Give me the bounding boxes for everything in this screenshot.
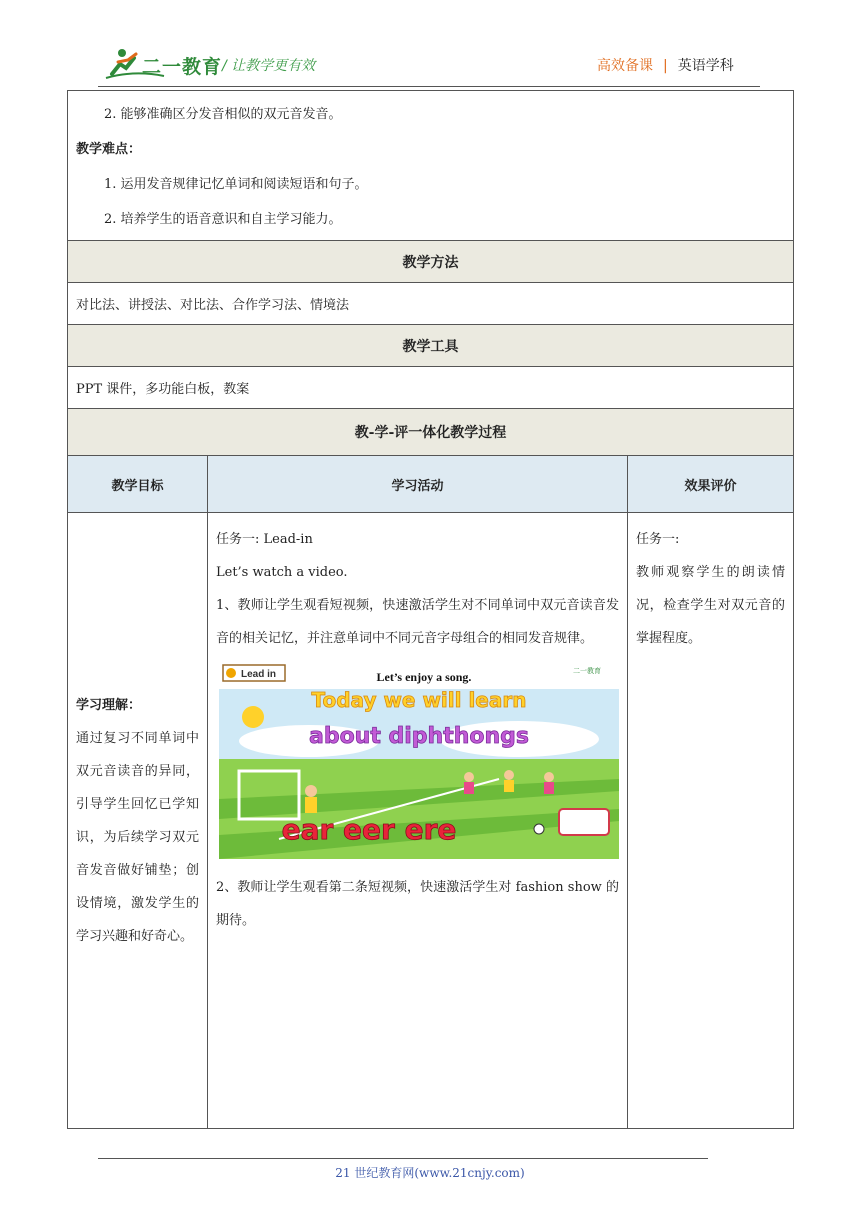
sun-icon bbox=[242, 706, 264, 728]
difficulty-title: 教学难点： bbox=[76, 142, 142, 157]
footer-divider bbox=[98, 1158, 708, 1159]
footer-text: 21 世纪教育网(www.21cnjy.com) bbox=[335, 1166, 525, 1180]
slide-title: Let’s enjoy a song. bbox=[376, 670, 472, 684]
tools-content: PPT 课件，多功能白板，教案 bbox=[68, 367, 794, 409]
objective-line: 2. 能够准确区分发音相似的双元音发音。 bbox=[104, 107, 342, 122]
video-scene-image bbox=[219, 659, 619, 867]
video-prompt: Let’s watch a video. bbox=[216, 565, 348, 580]
activity-cell bbox=[208, 513, 628, 1129]
evaluation-task: 任务一: bbox=[636, 532, 680, 547]
evaluation-text: 教师观察学生的朗读情况，检查学生对双元音的掌握程度。 bbox=[636, 565, 786, 646]
column-header-evaluation: 效果评价 bbox=[628, 456, 794, 513]
goal-label: 学习理解： bbox=[76, 697, 142, 713]
slide-brand: 二一教育 bbox=[573, 668, 601, 675]
header-subject bbox=[597, 55, 734, 75]
activity-step-2: 2、教师让学生观看第二条短视频，快速激活学生对 fashion show 的期待。 bbox=[216, 880, 619, 928]
goal-text: 通过复习不同单词中双元音读音的异同，引导学生回忆已学知识，为后续学习双元音发音做好铺垫；创设情境，激发学生的学习兴趣和好奇心。 bbox=[76, 730, 199, 944]
methods-heading: 教学方法 bbox=[68, 241, 794, 283]
header-slogan: / 让教学更有效 bbox=[222, 58, 316, 74]
difficulty-line-2: 2. 培养学生的语音意识和自主学习能力。 bbox=[104, 212, 342, 227]
slide-line-1: Today we will learn bbox=[311, 688, 527, 712]
lesson-plan-table bbox=[67, 90, 794, 1129]
slide-line-3: ear eer ere bbox=[281, 813, 457, 846]
header-separator: | bbox=[663, 58, 668, 74]
ball-icon bbox=[534, 824, 544, 834]
evaluation-cell bbox=[628, 513, 794, 1129]
column-header-activity: 学习活动 bbox=[208, 456, 628, 513]
page-header bbox=[0, 0, 860, 90]
header-divider bbox=[98, 86, 760, 87]
process-heading: 教-学-评一体化教学过程 bbox=[68, 409, 794, 456]
tools-heading: 教学工具 bbox=[68, 325, 794, 367]
goal-cell bbox=[68, 513, 208, 1129]
task-title: 任务一: Lead-in bbox=[216, 532, 313, 547]
slide-line-2: about diphthongs bbox=[308, 724, 530, 749]
column-header-goal: 教学目标 bbox=[68, 456, 208, 513]
lead-in-video-frame bbox=[219, 659, 619, 867]
header-label-subject: 英语学科 bbox=[677, 58, 734, 74]
logo-text: 二一教育 bbox=[142, 56, 223, 78]
methods-content: 对比法、讲授法、对比法、合作学习法、情境法 bbox=[68, 283, 794, 325]
difficulty-line-1: 1. 运用发音规律记忆单词和阅读短语和句子。 bbox=[104, 177, 368, 192]
slide-tag: Lead in bbox=[241, 669, 277, 680]
header-label-prep: 高效备课 bbox=[597, 58, 653, 74]
piano-character-icon bbox=[559, 809, 609, 835]
objectives-cell bbox=[68, 91, 794, 241]
activity-step-1: 1、教师让学生观看短视频，快速激活学生对不同单词中双元音读音发音的相关记忆，并注意单词中不同元音字母组合的相同发音规律。 bbox=[216, 598, 619, 646]
